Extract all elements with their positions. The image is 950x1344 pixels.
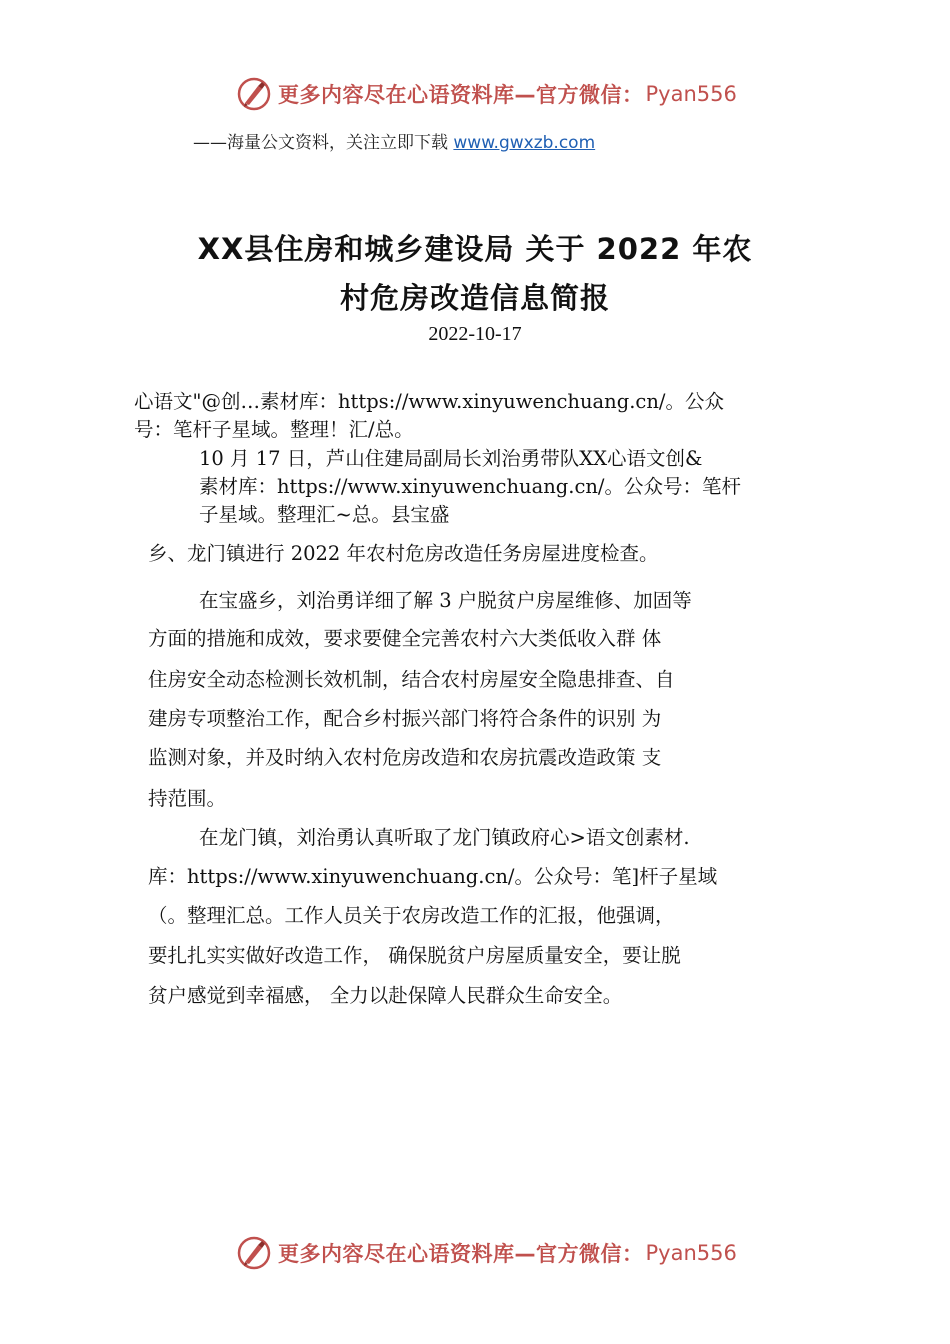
body-line: 子星域。整理汇~总。县宝盛: [199, 503, 450, 526]
header-banner: [236, 74, 737, 114]
website-link[interactable]: www.gwxzb.com: [453, 133, 596, 153]
body-line: 要扎扎实实做好改造工作， 确保脱贫户房屋质量安全，要让脱: [148, 944, 681, 967]
body-line: 方面的措施和成效，要求要健全完善农村六大类低收入群 体: [148, 627, 662, 650]
banner-text: 更多内容尽在心语资料库—官方微信：: [278, 1242, 644, 1266]
body-line: 素材库：https://www.xinyuwenchuang.cn/。公众号：笔杆: [199, 475, 742, 498]
subline-text: ——海量公文资料，关注立即下载: [193, 133, 454, 153]
body-line: 库：https://www.xinyuwenchuang.cn/。公众号：笔]杆子星域: [148, 865, 718, 888]
body-line: 号：笔杆子星域。整理！汇/总。: [134, 418, 414, 441]
pen-logo-icon: [236, 76, 272, 112]
download-subline: [193, 128, 595, 153]
footer-banner: [236, 1233, 737, 1273]
body-line: 乡、龙门镇进行 2022 年农村危房改造任务房屋进度检查。: [148, 542, 659, 565]
body-line: 10 月 17 日，芦山住建局副局长刘治勇带队XX心语文创&: [199, 447, 703, 470]
banner-wechat-id: Pyan556: [645, 1241, 737, 1265]
body-line: 贫户感觉到幸福感， 全力以赴保障人民群众生命安全。: [148, 984, 623, 1007]
body-line: 心语文"@创…素材库：https://www.xinyuwenchuang.cn/。公众: [134, 390, 724, 413]
doc-title-line-2: 村危房改造信息简报: [339, 281, 610, 315]
doc-title-line-1: XX县住房和城乡建设局 关于 2022 年农: [197, 232, 753, 266]
body-line: 在龙门镇，刘治勇认真听取了龙门镇政府心>语文创素材.: [199, 826, 690, 849]
doc-date: 2022-10-17: [428, 323, 522, 345]
body-line: 持范围。: [148, 787, 227, 810]
pen-logo-icon: [236, 1235, 272, 1271]
body-line: （。整理汇总。工作人员关于农房改造工作的汇报，他强调，: [148, 904, 675, 927]
banner-text: 更多内容尽在心语资料库—官方微信：: [278, 83, 644, 107]
body-line: 住房安全动态检测长效机制，结合农村房屋安全隐患排查、自: [148, 668, 675, 691]
body-line: 监测对象，并及时纳入农村危房改造和农房抗震改造政策 支: [148, 746, 662, 769]
body-line: 建房专项整治工作，配合乡村振兴部门将符合条件的识别 为: [148, 707, 662, 730]
body-line: 在宝盛乡，刘治勇详细了解 3 户脱贫户房屋维修、加固等: [199, 589, 692, 612]
banner-wechat-id: Pyan556: [645, 82, 737, 106]
